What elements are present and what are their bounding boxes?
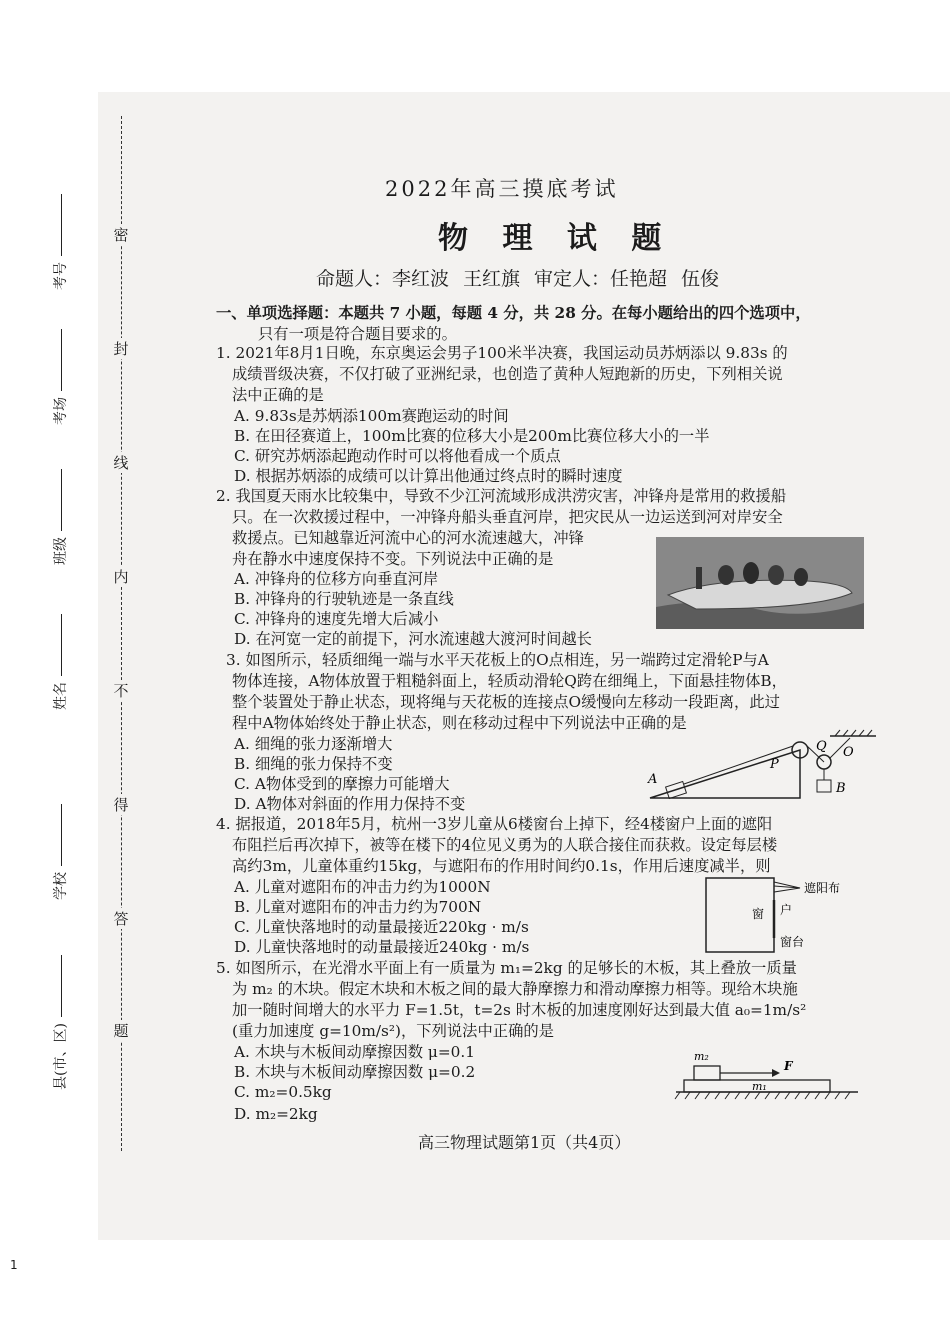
question-4-option-d: D. 儿童快落地时的动量最接近240kg · m/s <box>234 938 530 956</box>
question-5-option-a: A. 木块与木板间动摩擦因数 μ=0.1 <box>234 1043 475 1061</box>
question-4-text: 高约3m，儿童体重约15kg，与遮阳布的作用时间约0.1s，作用后速度减半，则 <box>232 857 771 875</box>
page-footer: 高三物理试题第1页（共4页） <box>418 1133 631 1152</box>
label-sill: 窗台 <box>780 935 805 949</box>
question-1-text: 成绩晋级决赛，不仅打破了亚洲纪录，也创造了黄种人短跑新的历史，下列相关说 <box>232 365 783 383</box>
question-4-text: 4. 据报道，2018年5月，杭州一3岁儿童从6楼窗台上掉下，经4楼窗户上面的遮阳 <box>216 815 773 833</box>
question-5-text: (重力加速度 g=10m/s²)，下列说法中正确的是 <box>232 1022 554 1040</box>
question-3-text: 程中A物体始终处于静止状态，则在移动过程中下列说法中正确的是 <box>232 714 687 732</box>
question-1-option-c: C. 研究苏炳添起跑动作时可以将他看成一个质点 <box>234 447 561 465</box>
label-a: A <box>648 772 658 787</box>
question-3-option-d: D. A物体对斜面的作用力保持不变 <box>234 795 466 813</box>
window-figure <box>700 872 870 957</box>
question-2-option-a: A. 冲锋舟的位移方向垂直河岸 <box>234 570 439 588</box>
question-3-option-c: C. A物体受到的摩擦力可能增大 <box>234 775 450 793</box>
page-number: 1 <box>10 1258 18 1272</box>
boat-photo <box>656 537 864 629</box>
seal-char: 密 <box>108 224 134 245</box>
field-exam-room: 考场 <box>50 329 70 425</box>
question-3-text: 物体连接，A物体放置于粗糙斜面上，轻质动滑轮Q跨在细绳上，下面悬挂物体B， <box>232 672 787 690</box>
reviewers: 审定人：任艳超 <box>534 268 668 290</box>
section-heading-cont: 只有一项是符合题目要求的。 <box>258 325 457 343</box>
exam-title: 2022年高三摸底考试 <box>385 177 619 201</box>
question-5-text: 为 m₂ 的木块。假定木块和木板之间的最大静摩擦力和滑动摩擦力相等。现给木块施 <box>232 980 798 998</box>
label-o: O <box>843 745 854 760</box>
question-4-option-c: C. 儿童快落地时的动量最接近220kg · m/s <box>234 918 529 936</box>
question-5-text: 5. 如图所示，在光滑水平面上有一质量为 m₁=2kg 的足够长的木板，其上叠放一质量 <box>216 959 797 977</box>
label-m1: m₁ <box>752 1080 767 1093</box>
question-5-option-b: B. 木块与木板间动摩擦因数 μ=0.2 <box>234 1063 476 1081</box>
question-5-option-c: C. m₂=0.5kg <box>234 1083 332 1101</box>
question-2-text: 舟在静水中速度保持不变。下列说法中正确的是 <box>232 550 554 568</box>
question-1-text: 法中正确的是 <box>232 386 324 404</box>
question-1-option-b: B. 在田径赛道上，100m比赛的位移大小是200m比赛位移大小的一半 <box>234 427 710 445</box>
reviewer-2: 伍俊 <box>681 268 720 290</box>
question-3-option-b: B. 细绳的张力保持不变 <box>234 755 393 773</box>
question-5-option-d: D. m₂=2kg <box>234 1105 318 1123</box>
section-heading: 一、单项选择题：本题共 7 小题，每题 4 分，共 28 分。在每小题给出的四个选项中， <box>216 304 811 322</box>
question-3-option-a: A. 细绳的张力逐渐增大 <box>234 735 393 753</box>
seal-char: 得 <box>108 794 134 815</box>
question-3-text: 3. 如图所示，轻质细绳一端与水平天花板上的O点相连，另一端跨过定滑轮P与A <box>226 651 769 669</box>
question-4-option-a: A. 儿童对遮阳布的冲击力约为1000N <box>234 878 491 896</box>
label-q: Q <box>816 739 827 754</box>
label-window-2: 户 <box>780 903 793 917</box>
seal-char: 题 <box>108 1020 134 1041</box>
authors-line <box>316 264 733 291</box>
label-awning: 遮阳布 <box>804 881 841 895</box>
seal-char: 答 <box>108 908 134 929</box>
question-2-text: 救援点。已知越靠近河流中心的河水流速越大，冲锋 <box>232 529 584 547</box>
question-1-option-d: D. 根据苏炳添的成绩可以计算出他通过终点时的瞬时速度 <box>234 467 623 485</box>
seal-char: 内 <box>108 566 134 587</box>
field-class: 班级 <box>50 469 70 565</box>
question-5-text: 加一随时间增大的水平力 F=1.5t，t=2s 时木板的加速度刚好达到最大值 a₀=1m/s² <box>232 1001 807 1019</box>
seal-char: 不 <box>108 680 134 701</box>
label-b: B <box>836 781 846 796</box>
label-f: F <box>784 1059 793 1073</box>
seal-char: 线 <box>108 452 134 473</box>
subject-title: 物 理 试 题 <box>438 221 674 256</box>
seal-line <box>121 116 122 1151</box>
field-exam-number: 考号 <box>50 194 70 290</box>
question-4-text: 布阻拦后再次掉下，被等在楼下的4位见义勇为的人联合接住而获救。设定每层楼 <box>232 836 778 854</box>
question-4-option-b: B. 儿童对遮阳布的冲击力约为700N <box>234 898 482 916</box>
seal-char: 封 <box>108 338 134 359</box>
question-2-option-c: C. 冲锋舟的速度先增大后减小 <box>234 610 439 628</box>
question-2-text: 2. 我国夏天雨水比较集中，导致不少江河流域形成洪涝灾害，冲锋舟是常用的救援船 <box>216 487 787 505</box>
field-county: 县(市、区) <box>50 955 70 1090</box>
setters: 命题人：李红波 <box>316 268 450 290</box>
question-1-text: 1. 2021年8月1日晚，东京奥运会男子100米半决赛，我国运动员苏炳添以 9.83s 的 <box>216 344 788 362</box>
question-1-option-a: A. 9.83s是苏炳添100m赛跑运动的时间 <box>234 407 509 425</box>
boat-photo-drawing <box>656 537 864 629</box>
field-name: 姓名 <box>50 614 70 710</box>
setter-2: 王红旗 <box>463 268 521 290</box>
label-window-1: 窗 <box>752 907 765 921</box>
question-2-option-b: B. 冲锋舟的行驶轨迹是一条直线 <box>234 590 454 608</box>
field-school: 学校 <box>50 804 70 900</box>
label-m2: m₂ <box>694 1050 709 1063</box>
label-p: P <box>770 757 779 772</box>
question-3-text: 整个装置处于静止状态，现将绳与天花板的连接点O缓慢向左移动一段距离，此过 <box>232 693 780 711</box>
pulley-figure <box>640 728 880 808</box>
question-2-text: 只。在一次救援过程中，一冲锋舟船头垂直河岸，把灾民从一边运送到河对岸安全 <box>232 508 783 526</box>
question-2-option-d: D. 在河宽一定的前提下，河水流速越大渡河时间越长 <box>234 630 592 648</box>
block-board-figure <box>672 1046 862 1106</box>
